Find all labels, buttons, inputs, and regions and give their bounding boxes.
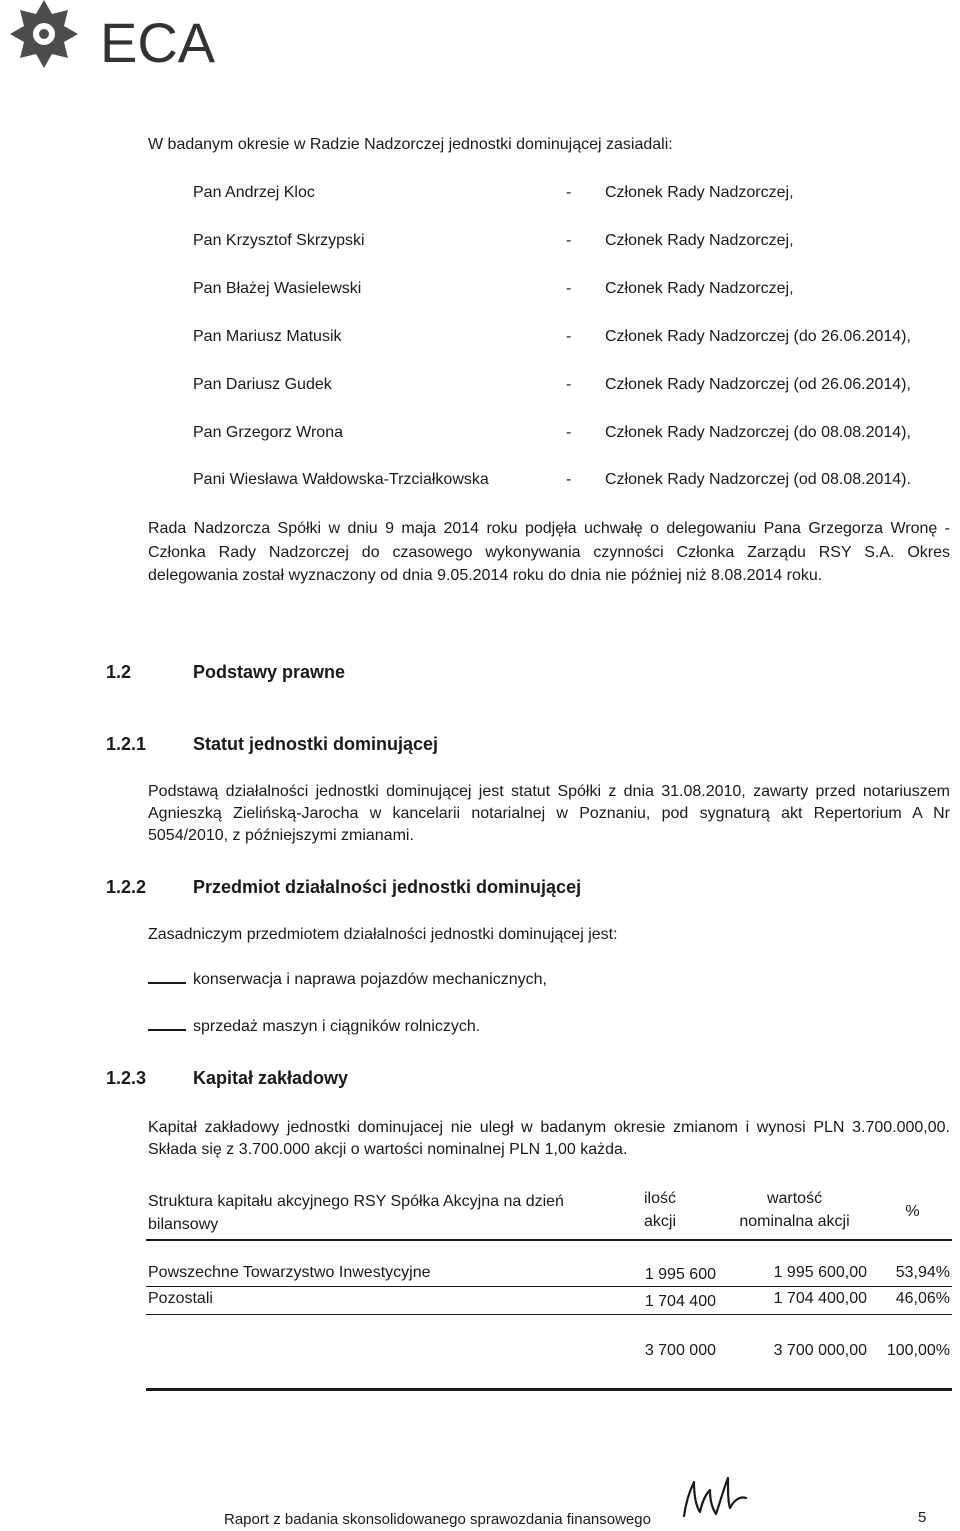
member-separator: - (566, 471, 572, 488)
table-header-rule (146, 1239, 952, 1241)
member-separator: - (566, 184, 572, 201)
table-header-qty-1: ilość (643, 1190, 676, 1207)
activity-intro: Zasadniczym przedmiotem działalności jednostki dominującej jest: (148, 926, 618, 943)
table-total-qty: 3 700 000 (644, 1342, 716, 1359)
member-role: Członek Rady Nadzorczej, (605, 184, 794, 201)
table-total-pct: 100,00% (886, 1342, 950, 1359)
list-item: sprzedaż maszyn i ciągników rolniczych. (193, 1018, 481, 1035)
table-row-name: Pozostali (148, 1290, 213, 1307)
section-heading: Statut jednostki dominującej (193, 734, 439, 754)
list-bullet (148, 982, 186, 984)
page-number: 5 (918, 1509, 927, 1526)
section-number: 1.2.2 (106, 877, 147, 897)
member-name: Pan Dariusz Gudek (193, 376, 332, 393)
section-heading: Podstawy prawne (193, 662, 346, 682)
capital-paragraph: Kapitał zakładowy jednostki dominujacej nie uległ w badanym okresie zmianom i wynosi PLN 3.700.000,00. Składa się z 3.700.000 akcji o wartości nominalnej PLN 1,00 każda. (148, 1119, 950, 1158)
table-header-structure: Struktura kapitału akcyjnego RSY Spółka Akcyjna na dzień bilansowy (148, 1193, 564, 1233)
member-separator: - (566, 328, 572, 345)
table-total-value: 3 700 000,00 (773, 1342, 867, 1359)
table-row-pct: 46,06% (895, 1290, 950, 1307)
member-role: Członek Rady Nadzorczej (do 08.08.2014), (605, 424, 911, 441)
table-row-value: 1 995 600,00 (773, 1264, 867, 1281)
signature (680, 1472, 750, 1524)
member-name: Pan Mariusz Matusik (193, 328, 342, 345)
member-separator: - (566, 280, 572, 297)
table-row-pct: 53,94% (895, 1264, 950, 1281)
table-header-value-1: wartość (766, 1190, 823, 1207)
table-row-rule (146, 1286, 952, 1287)
logo-wordmark: ECA (100, 11, 216, 74)
section-number: 1.2 (106, 662, 132, 682)
member-name: Pan Grzegorz Wrona (193, 424, 343, 441)
table-row-rule (146, 1314, 952, 1315)
member-separator: - (566, 376, 572, 393)
member-role: Członek Rady Nadzorczej, (605, 280, 794, 297)
list-item: konserwacja i naprawa pojazdów mechanicznych, (193, 971, 547, 988)
section-number: 1.2.1 (106, 734, 147, 754)
member-name: Pan Andrzej Kloc (193, 184, 315, 201)
table-row-qty: 1 704 400 (644, 1293, 716, 1310)
table-header-qty-2: akcji (643, 1213, 676, 1230)
member-separator: - (566, 232, 572, 249)
table-row-value: 1 704 400,00 (773, 1290, 867, 1307)
star-icon (10, 0, 78, 68)
table-row-name: Powszechne Towarzystwo Inwestycyjne (148, 1264, 431, 1281)
member-role: Członek Rady Nadzorczej (od 26.06.2014), (605, 376, 911, 393)
table-header-pct: % (905, 1203, 920, 1220)
statute-paragraph: Podstawą działalności jednostki dominującej jest statut Spółki z dnia 31.08.2010, zawarty przed notariuszem Agnieszką Zielińską-Jarocha w kancelarii notarialnej w Poznaniu, pod sygnaturą akt Repertorium A Nr 5054/2010, z późniejszymi zmianami. (148, 783, 950, 844)
intro-text: W badanym okresie w Radzie Nadzorczej jednostki dominującej zasiadali: (148, 136, 673, 153)
member-role: Członek Rady Nadzorczej (od 08.08.2014). (605, 471, 911, 488)
section-heading: Kapitał zakładowy (193, 1068, 349, 1088)
member-name: Pan Błażej Wasielewski (193, 280, 362, 297)
list-bullet (148, 1029, 186, 1031)
member-role: Członek Rady Nadzorczej, (605, 232, 794, 249)
section-number: 1.2.3 (106, 1068, 147, 1088)
resolution-paragraph: Rada Nadzorcza Spółki w dniu 9 maja 2014 roku podjęła uchwałę o delegowaniu Pana Grzegorza Wronę - Członka Rady Nadzorczej do czasowego wykonywania czynności Członka Zarządu RSY S.A. Okres delegowania został wyznaczony od dnia 9.05.2014 roku do dnia nie później niż 8.08.2014 roku. (148, 520, 950, 584)
member-name: Pani Wiesława Wałdowska-Trzciałkowska (193, 471, 489, 488)
table-header-value-2: nominalna akcji (739, 1213, 850, 1230)
member-role: Członek Rady Nadzorczej (do 26.06.2014), (605, 328, 911, 345)
member-separator: - (566, 424, 572, 441)
section-heading: Przedmiot działalności jednostki dominującej (193, 877, 582, 897)
eca-logo (0, 0, 240, 75)
table-bottom-rule (146, 1388, 952, 1391)
member-name: Pan Krzysztof Skrzypski (193, 232, 365, 249)
table-row-qty: 1 995 600 (644, 1266, 716, 1283)
footer-text: Raport z badania skonsolidowanego sprawozdania finansowego (224, 1511, 651, 1528)
